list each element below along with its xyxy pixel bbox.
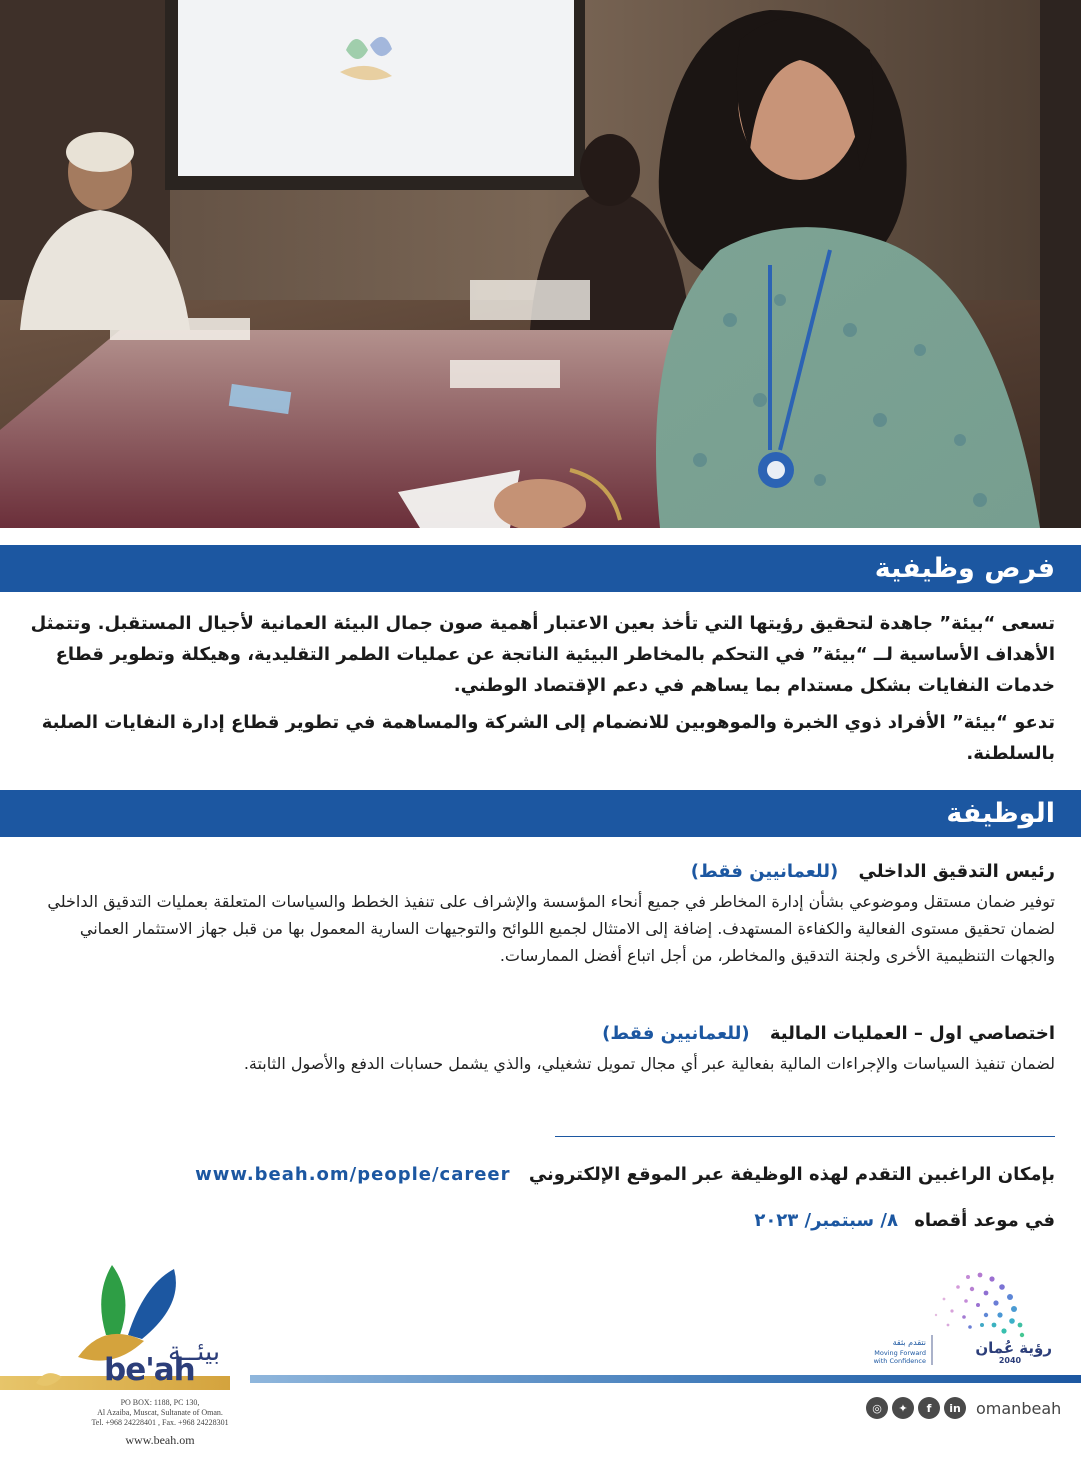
deadline-date: ٨/ سبتمبر/ ٢٠٢٣: [754, 1210, 898, 1231]
opportunities-heading: فرص وظيفية: [874, 553, 1055, 584]
intro-text: [25, 608, 1055, 771]
vision-tagline-english: with Confidence: [873, 1357, 926, 1365]
social-links: [866, 1396, 1061, 1420]
vision-arabic-text: رؤية عُمان: [975, 1339, 1052, 1357]
address-line: Al Azaiba, Muscat, Sultanate of Oman.: [97, 1408, 223, 1417]
job-title-row: [25, 858, 1055, 886]
deadline-line: [754, 1206, 1055, 1236]
brand-name-english: be'ah: [104, 1352, 195, 1388]
job-eligibility: (للعمانيين فقط): [690, 861, 839, 882]
apply-text: بإمكان الراغبين التقدم لهذه الوظيفة عبر الموقع الإلكتروني: [528, 1164, 1055, 1185]
facebook-icon[interactable]: f: [918, 1397, 940, 1419]
address-line: Tel. +968 24228401 , Fax. +968 24228301: [91, 1418, 229, 1427]
job-description: لضمان تنفيذ السياسات والإجراءات المالية بفعالية عبر أي مجال تمويل تشغيلي، والذي يشمل حسابات الدفع والأصول الثابتة.: [243, 1054, 1055, 1073]
opportunities-header-bar: [0, 545, 1081, 592]
twitter-icon[interactable]: ✦: [892, 1397, 914, 1419]
job-listing: [25, 858, 1055, 969]
footer-website[interactable]: www.beah.om: [125, 1433, 195, 1447]
job-eligibility: (للعمانيين فقط): [602, 1023, 750, 1044]
job-heading: الوظيفة: [946, 798, 1055, 829]
vision-tagline-english: Moving Forward: [874, 1349, 926, 1357]
apply-divider: [555, 1136, 1055, 1137]
footer-blue-stripe: [250, 1375, 1081, 1383]
job-listing: [25, 1020, 1055, 1077]
deadline-label: في موعد أقصاه: [914, 1210, 1055, 1231]
intro-paragraph-1: تسعى “بيئة” جاهدة لتحقيق رؤيتها التي تأخذ بعين الاعتبار أهمية صون جمال البيئة العمانية لأجيال المستقبل. وتتمثل الأهداف الأساسية لــ “بيئة” في التحكم بالمخاطر البيئية الناتجة عن عمليات الطمر التقليدية، وهيكلة وتطوير قطاع خدمات النفايات بشكل مستدام بما يساهم في دعم الإقتصاد الوطني.: [30, 613, 1055, 696]
job-title: اختصاصي اول – العمليات المالية: [769, 1023, 1055, 1044]
hero-photo: [0, 0, 1081, 528]
instagram-icon[interactable]: ◎: [866, 1397, 888, 1419]
job-title-row: [25, 1020, 1055, 1048]
brand-name-arabic: بيئــة: [168, 1337, 221, 1367]
vision-tagline-arabic: نتقدم بثقة: [892, 1338, 926, 1347]
career-link[interactable]: www.beah.om/people/career: [195, 1164, 511, 1185]
hero-illustration: [0, 0, 1081, 528]
vision-year-text: 2040: [998, 1356, 1022, 1365]
job-description: توفير ضمان مستقل وموضوعي بشأن إدارة المخاطر في جميع أنحاء المؤسسة والإشراف على تنفيذ الخطط والسياسات المتعلقة بعمليات التدقيق الداخلي لضمان تحقيق مستوى الفعالية والكفاءة المستهدف. إضافة إلى الامتثال لجميع اللوائح والتوجيهات السارية المعمول بها من قبل جهاز الاستثمار العماني والجهات التنظيمية الأخرى ولجنة التدقيق والمخاطر، من أجل اتباع أفضل الممارسات.: [47, 892, 1055, 965]
social-handle[interactable]: omanbeah: [976, 1398, 1062, 1418]
postal-address: [60, 1398, 260, 1428]
address-line: PO BOX: 1188, PC 130,: [120, 1398, 200, 1407]
job-title: رئيس التدقيق الداخلي: [858, 861, 1055, 882]
job-header-bar: [0, 790, 1081, 837]
oman-vision-2040-logo-icon: [848, 1265, 1058, 1375]
linkedin-icon[interactable]: in: [944, 1397, 966, 1419]
vision-dot-swirl: [935, 1273, 1024, 1338]
apply-line: [25, 1160, 1055, 1190]
intro-paragraph-2: تدعو “بيئة” الأفراد ذوي الخبرة والموهوبين للانضمام إلى الشركة والمساهمة في تطوير قطاع إدارة النفايات الصلبة بالسلطنة.: [41, 712, 1055, 764]
